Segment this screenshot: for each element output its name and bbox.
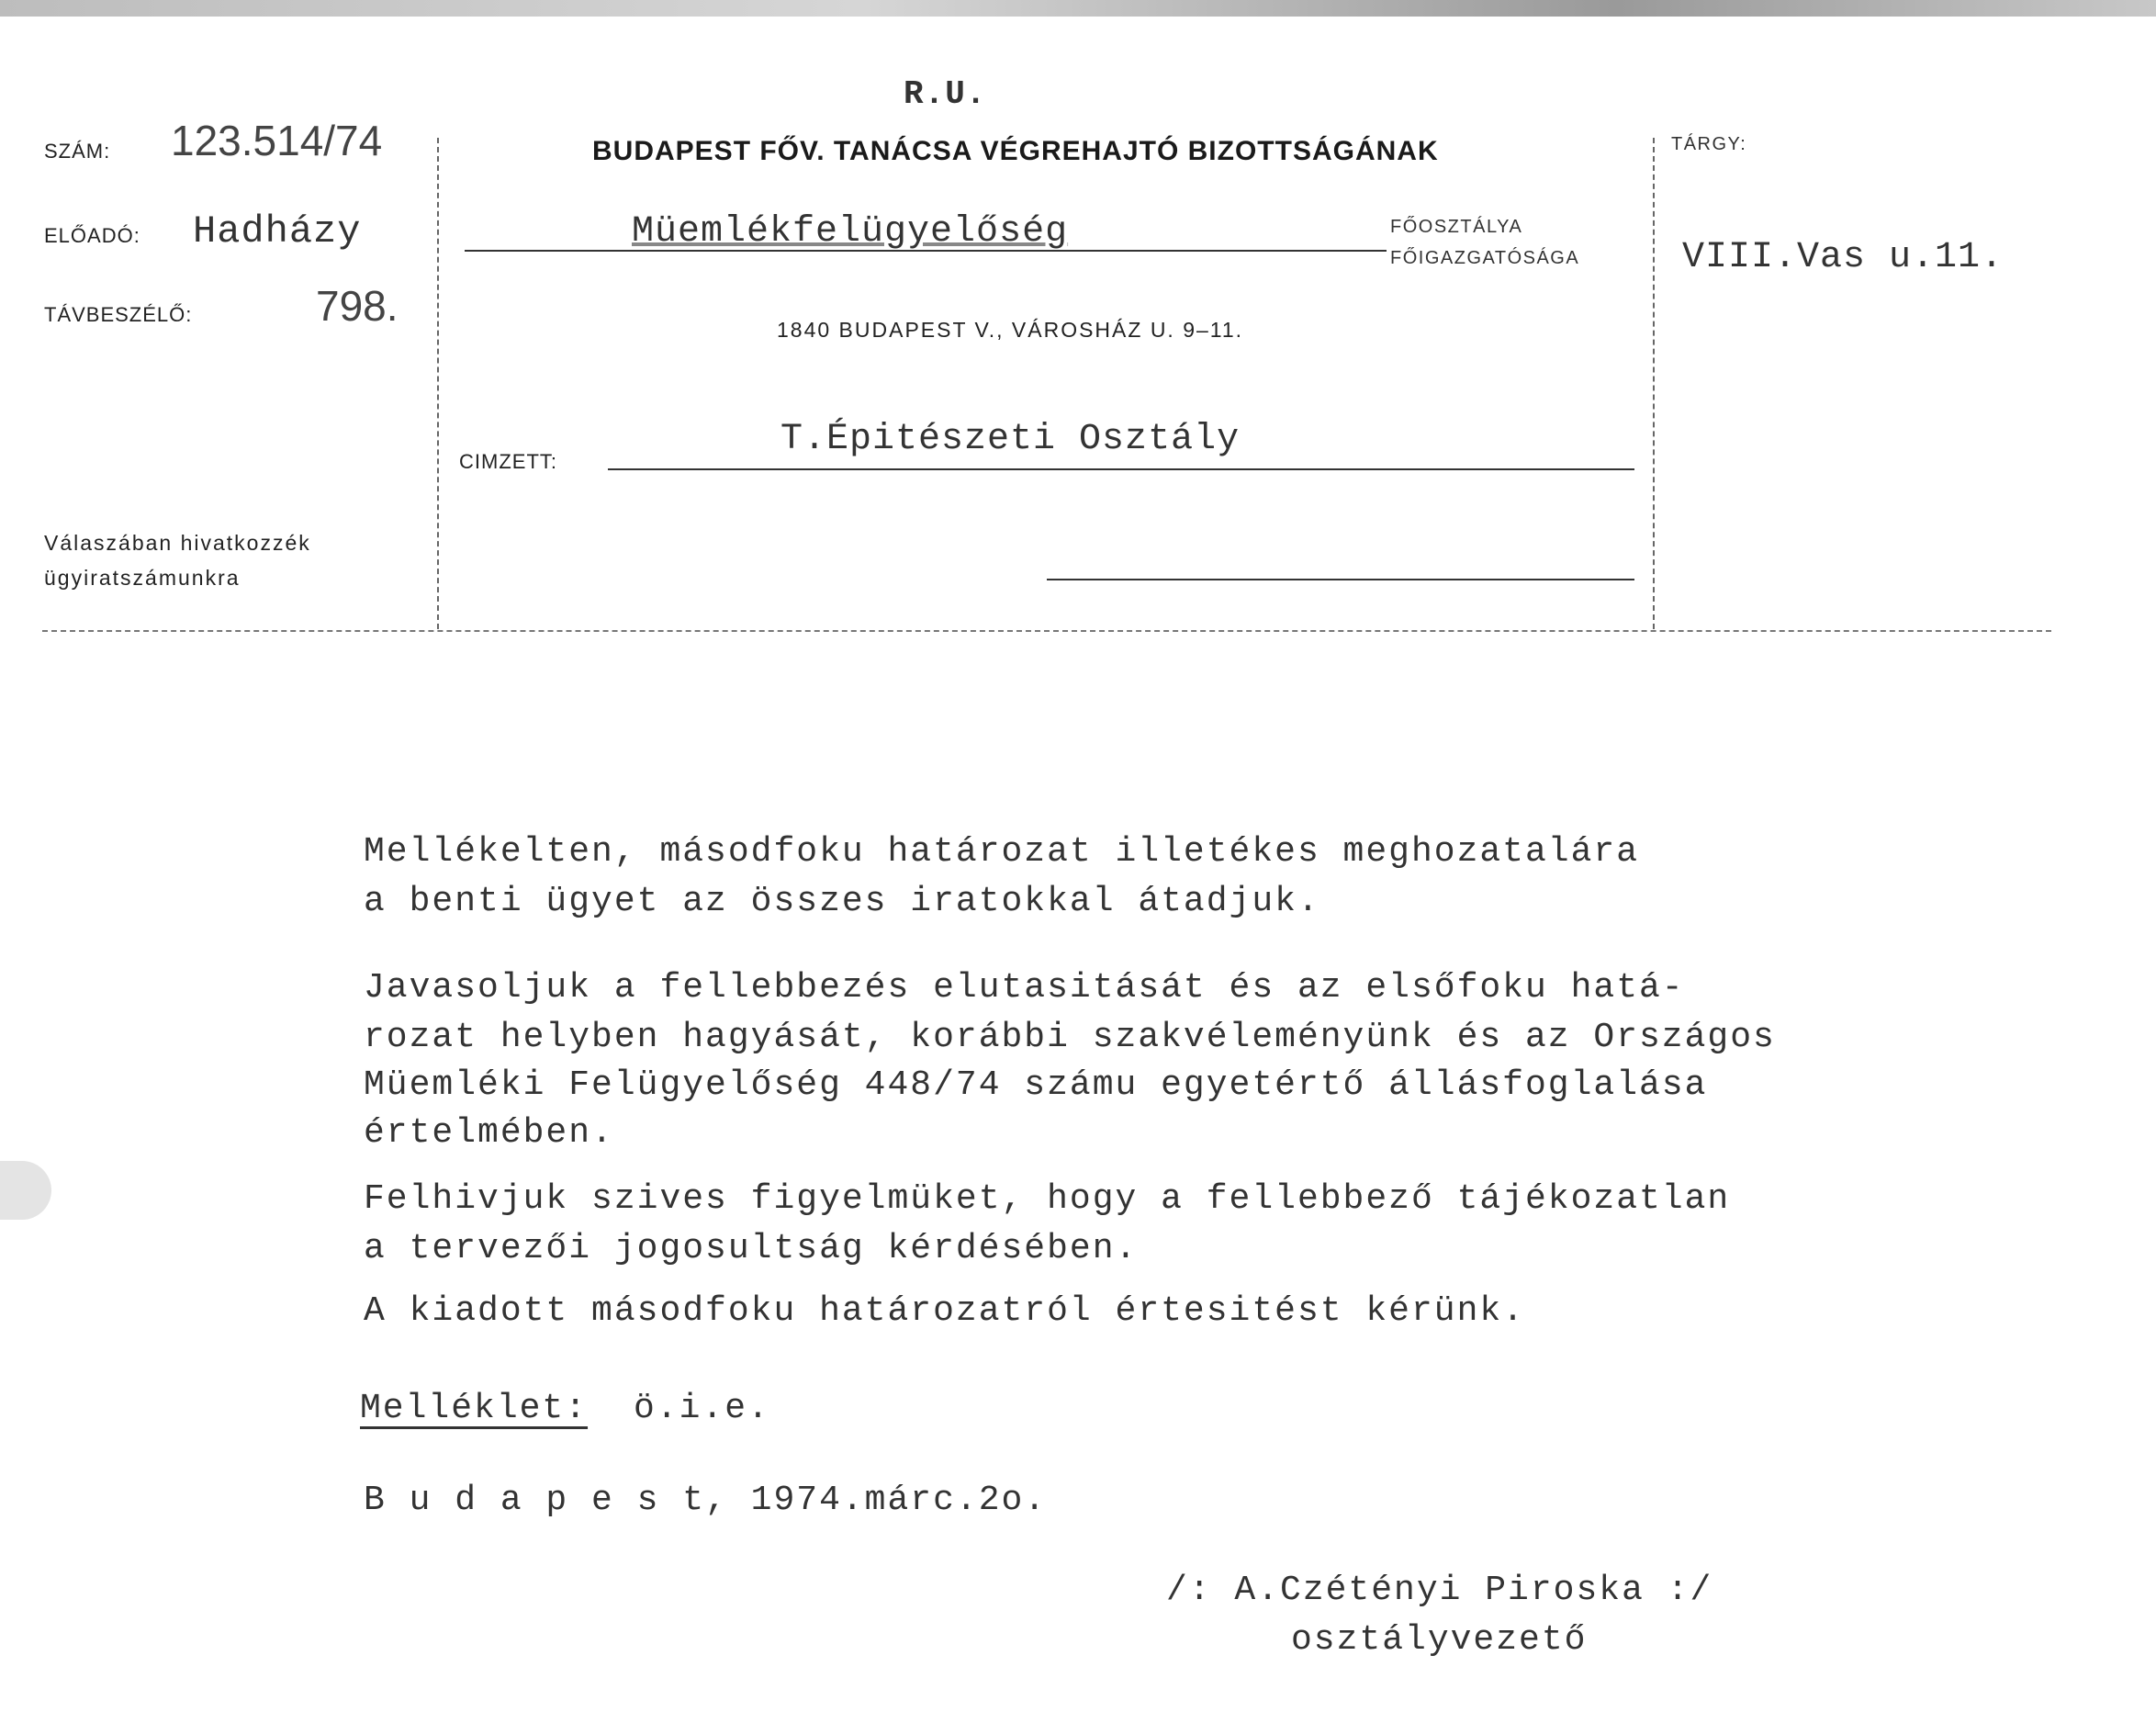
- body-p1-line2: a benti ügyet az összes iratokkal átadjuk.: [364, 882, 1320, 921]
- department-value: Müemlékfelügyelőség: [632, 211, 1069, 253]
- left-column-divider: [437, 138, 439, 629]
- body-p1-line1: Mellékelten, másodfoku határozat illetékes meghozatalára: [364, 832, 1640, 872]
- szam-label: SZÁM:: [44, 140, 111, 163]
- attachment-value: ö.i.e.: [634, 1389, 770, 1428]
- recipient-underline: [608, 468, 1634, 470]
- tavbeszelo-value: 798.: [316, 282, 399, 330]
- body-p2-line1: Javasoljuk a fellebbezés elutasitását és az elsőfoku hatá-: [364, 968, 1685, 1008]
- right-column-divider: [1653, 138, 1655, 629]
- subject-value: VIII.Vas u.11.: [1682, 237, 2004, 278]
- department-suffix-foigazgatosaga: FŐIGAZGATÓSÁGA: [1390, 248, 1580, 268]
- punch-hole: [0, 1161, 51, 1220]
- eloado-label: ELŐADÓ:: [44, 224, 140, 247]
- eloado-value: Hadházy: [193, 209, 362, 253]
- body-p3-line2: a tervezői jogosultság kérdésében.: [364, 1229, 1139, 1268]
- recipient-value: T.Épitészeti Osztály: [780, 419, 1241, 460]
- date-line: B u d a p e s t, 1974.márc.2o.: [364, 1481, 1048, 1520]
- attachment-label: Melléklet:: [360, 1389, 589, 1428]
- body-p3-line1: Felhivjuk szives figyelmüket, hogy a fellebbező tájékozatlan: [364, 1179, 1731, 1219]
- body-p2-line4: értelmében.: [364, 1113, 614, 1153]
- subject-label: TÁRGY:: [1671, 134, 1747, 154]
- extra-address-line: [1047, 579, 1634, 580]
- tavbeszelo-label: TÁVBESZÉLŐ:: [44, 303, 193, 326]
- body-p4-line1: A kiadott másodfoku határozatról értesitést kérünk.: [364, 1291, 1525, 1331]
- body-p2-line2: rozat helyben hagyását, korábbi szakvéleményünk és az Országos: [364, 1018, 1776, 1057]
- org-full: BUDAPEST FŐV. TANÁCSA VÉGREHAJTÓ BIZOTTSÁGÁNAK: [592, 136, 1439, 166]
- signature-title: osztályvezető: [1291, 1620, 1588, 1660]
- szam-value: 123.514/74: [171, 117, 383, 164]
- signature-name: /: A.Czétényi Piroska :/: [1166, 1571, 1713, 1610]
- department-underline: [465, 250, 1387, 252]
- header-separator: [42, 630, 2051, 632]
- body-p2-line3: Müemléki Felügyelőség 448/74 számu egyetértő állásfoglalása: [364, 1065, 1708, 1105]
- reply-note-line1: Válaszában hivatkozzék: [44, 531, 311, 555]
- department-suffix-foosztalya: FŐOSZTÁLYA: [1390, 217, 1523, 237]
- recipient-label: CIMZETT:: [459, 450, 557, 473]
- reply-note-line2: ügyiratszámunkra: [44, 566, 241, 590]
- org-short: R.U.: [904, 75, 987, 113]
- address: 1840 BUDAPEST V., VÁROSHÁZ U. 9–11.: [777, 318, 1244, 342]
- scan-top-edge: [0, 0, 2156, 17]
